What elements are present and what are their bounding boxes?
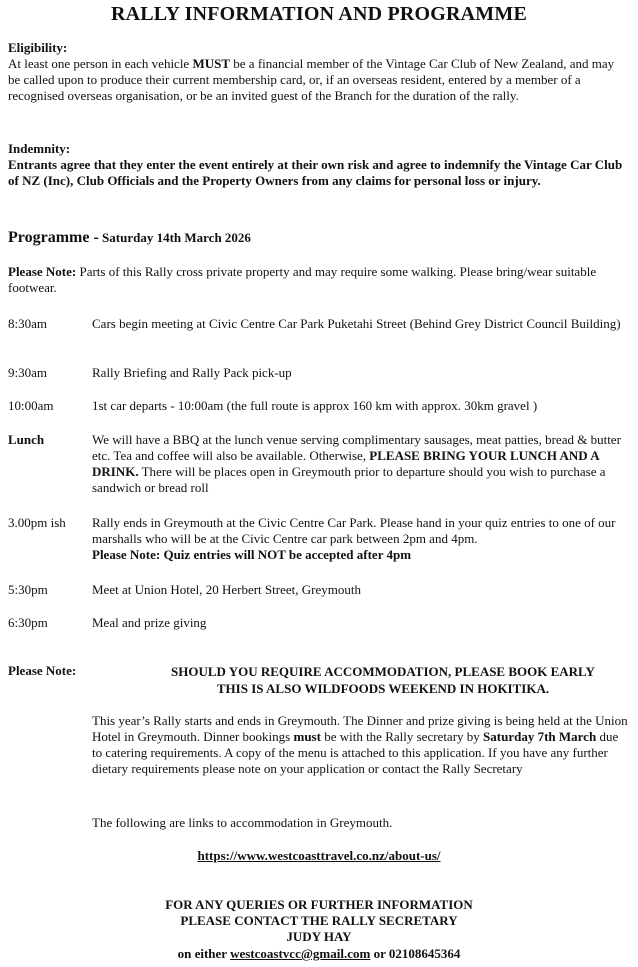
rally-info-paragraph	[92, 713, 628, 777]
schedule-text: Rally Briefing and Rally Pack pick-up	[92, 365, 292, 380]
schedule-text: Meet at Union Hotel, 20 Herbert Street, Greymouth	[92, 582, 361, 597]
programme-label: Programme -	[8, 229, 99, 246]
eligibility-text	[8, 56, 628, 104]
schedule-time: 9:30am	[8, 365, 47, 380]
schedule-text: 1st car departs - 10:00am (the full route is approx 160 km with approx. 30km gravel )	[92, 398, 538, 413]
contact-line	[0, 946, 638, 962]
queries-line-2: PLEASE CONTACT THE RALLY SECRETARY	[180, 913, 458, 928]
rally-info-text-c: due to catering requirements. A copy of the menu is attached to this application. If you have any further dietary requirements please note on your application or contact the Rally Secretary	[92, 729, 619, 776]
rally-ends-text: Rally ends in Greymouth at the Civic Centre Car Park. Please hand in your quiz entries to one of our marshalls who will be at the Civic Centre car park between 2pm and 4pm.	[92, 515, 616, 546]
contact-on-either: on either	[177, 946, 231, 961]
accommodation-line-2: THIS IS ALSO WILDFOODS WEEKEND IN HOKITIKA.	[216, 681, 550, 696]
eligibility-must: MUST	[192, 56, 231, 71]
quiz-deadline-notice: Please Note: Quiz entries will NOT be accepted after 4pm	[92, 547, 412, 562]
schedule-time: 10:00am	[8, 398, 54, 413]
schedule-text: Meal and prize giving	[92, 615, 207, 630]
rally-info-text-b: be with the Rally secretary by	[320, 729, 484, 744]
indemnity-section	[8, 141, 628, 189]
eligibility-text-b: be a financial member of the Vintage Car Club of New Zealand, and may be called upon to produce their current membership card, or, if an overseas resident, entered by a member of a recognised overseas organisation, or be an invited guest of the Branch for the duration of the rally.	[8, 56, 615, 103]
rally-info-must: must	[293, 729, 321, 744]
indemnity-heading: Indemnity:	[8, 141, 71, 156]
lunch-text-b: There will be places open in Greymouth prior to departure should you wish to purchase a sandwich or bread roll	[92, 464, 606, 495]
schedule-text	[92, 515, 628, 563]
secretary-name: JUDY HAY	[286, 929, 352, 944]
contact-email-link[interactable]: westcoastvcc@gmail.com	[230, 946, 371, 961]
programme-date: Saturday 14th March 2026	[102, 230, 251, 245]
schedule-text	[92, 432, 628, 496]
dinner-booking-deadline: Saturday 7th March	[483, 729, 597, 744]
lunch-text-a: We will have a BBQ at the lunch venue serving complimentary sausages, meat patties, bread & butter etc. Tea and coffee will also be available. Otherwise,	[92, 432, 621, 463]
accommodation-link[interactable]: https://www.westcoasttravel.co.nz/about-us/	[197, 848, 441, 863]
accommodation-links-text: The following are links to accommodation in Greymouth.	[92, 815, 393, 830]
schedule-time: 3.00pm ish	[8, 515, 66, 530]
accommodation-notice	[138, 663, 628, 697]
accommodation-link-row	[0, 848, 638, 864]
please-note-text: Parts of this Rally cross private property and may require some walking. Please bring/wear suitable footwear.	[8, 264, 597, 295]
page-title: RALLY INFORMATION AND PROGRAMME	[110, 3, 527, 25]
lunch-bring-notice: PLEASE BRING YOUR LUNCH AND A DRINK.	[92, 448, 599, 479]
eligibility-heading: Eligibility:	[8, 40, 68, 55]
eligibility-text-a: At least one person in each vehicle	[8, 56, 193, 71]
please-note-section	[8, 264, 628, 296]
indemnity-text: Entrants agree that they enter the event entirely at their own risk and agree to indemnify the Vintage Car Club of NZ (Inc), Club Officials and the Property Owners from any claims for personal loss or injury.	[8, 157, 623, 188]
please-note-label: Please Note:	[8, 264, 77, 279]
schedule-text: Cars begin meeting at Civic Centre Car Park Puketahi Street (Behind Grey District Council Building)	[92, 316, 621, 331]
accommodation-note-label: Please Note:	[8, 663, 77, 678]
queries-line-1: FOR ANY QUERIES OR FURTHER INFORMATION	[165, 897, 473, 912]
contact-phone: 02108645364	[388, 946, 461, 961]
schedule-time: 5:30pm	[8, 582, 48, 597]
eligibility-section	[8, 40, 628, 104]
schedule-time: 8:30am	[8, 316, 47, 331]
accommodation-line-1: SHOULD YOU REQUIRE ACCOMMODATION, PLEASE BOOK EARLY	[171, 664, 595, 679]
schedule-time: 6:30pm	[8, 615, 48, 630]
rally-info-text-a: This year’s Rally starts and ends in Greymouth. The Dinner and prize giving is being held at the Union Hotel in Greymouth. Dinner bookings	[92, 713, 628, 744]
contact-or: or	[370, 946, 389, 961]
programme-heading	[8, 230, 628, 246]
schedule-time: Lunch	[8, 432, 45, 447]
